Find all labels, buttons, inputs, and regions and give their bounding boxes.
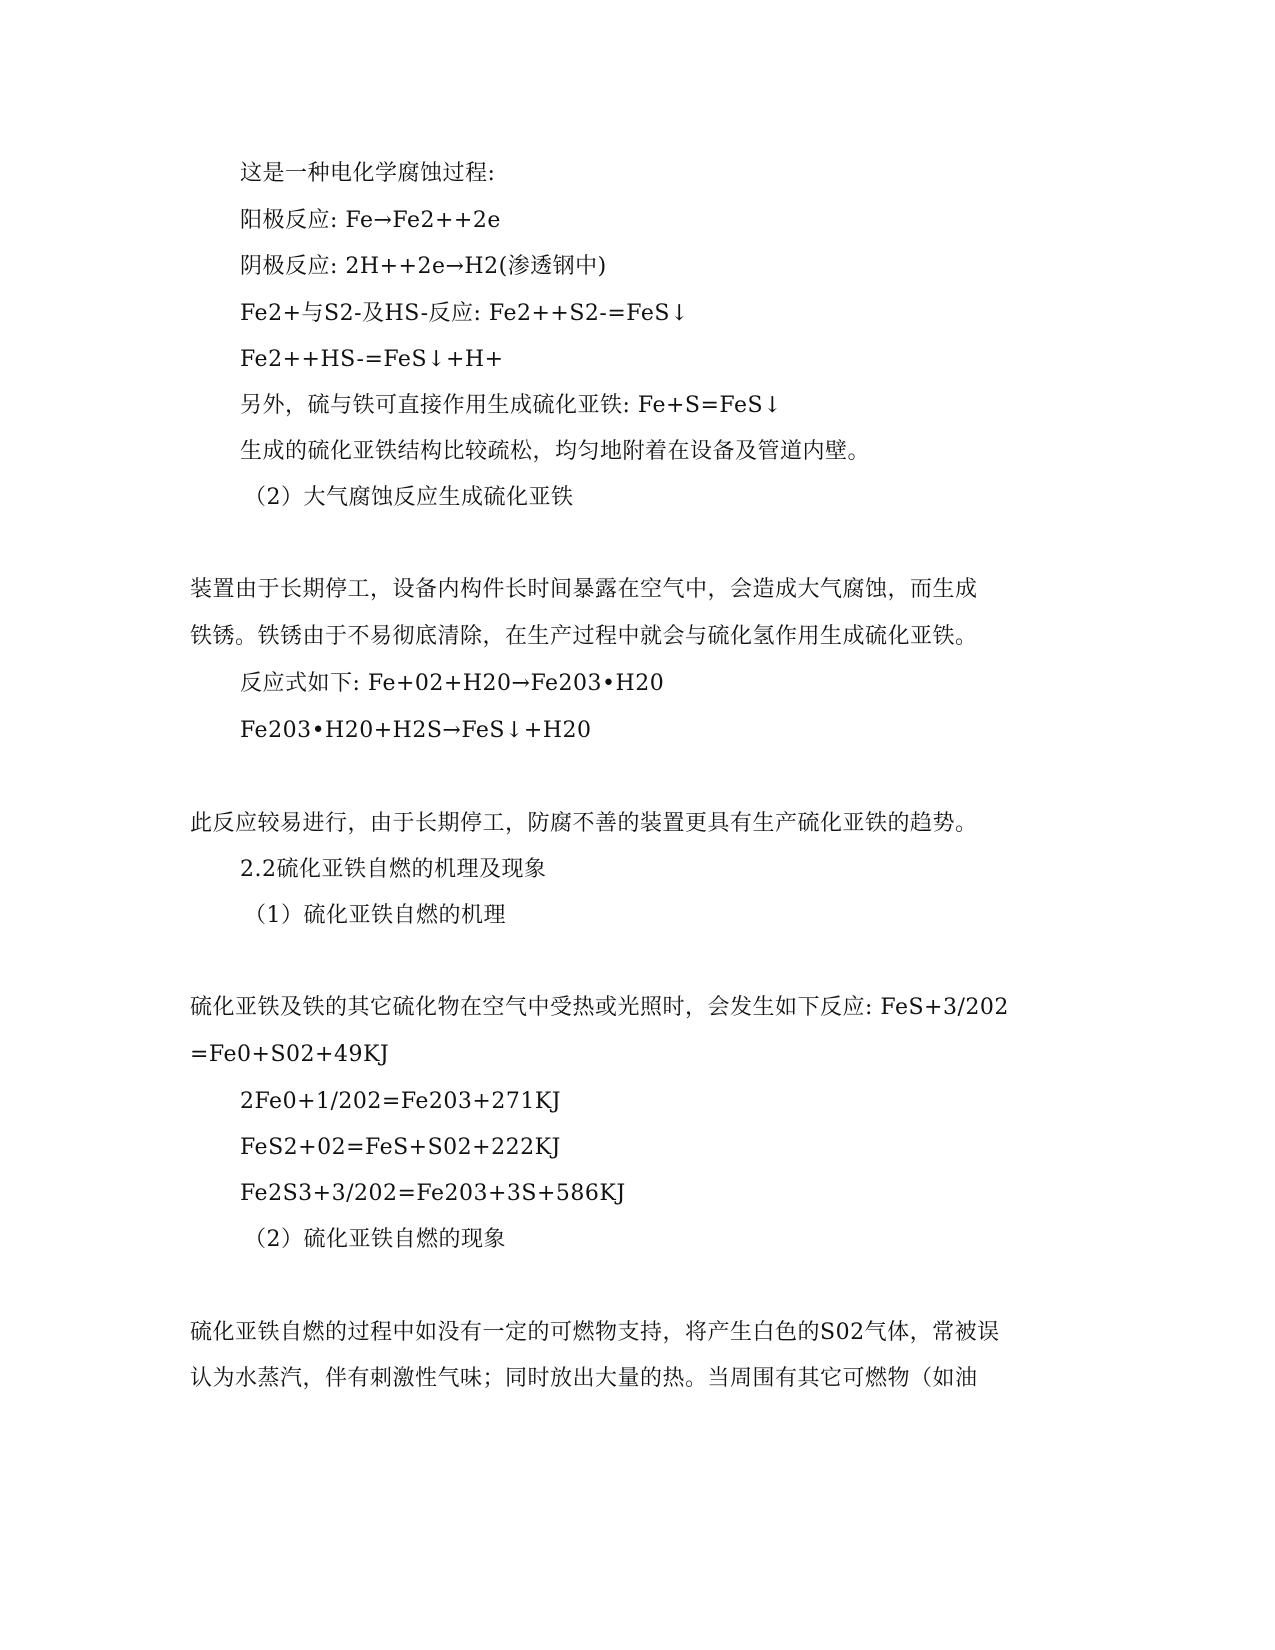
section-heading-2-2: 2.2硫化亚铁自燃的机理及现象 [240,857,547,882]
equation-rust-formation: 反应式如下: Fe+02+H20→Fe203•H20 [240,671,665,696]
paragraph-mechanism-line-1: 硫化亚铁及铁的其它硫化物在空气中受热或光照时，会发生如下反应: FeS+3/202 [190,995,1009,1020]
paragraph-reaction-tendency: 此反应较易进行，由于长期停工，防腐不善的装置更具有生产硫化亚铁的趋势。 [190,811,978,836]
equation-rust-h2s-reaction: Fe203•H20+H2S→FeS↓+H20 [240,718,592,743]
equation-fe-s-reaction: Fe2+与S2-及HS-反应: Fe2++S2-=FeS↓ [240,301,689,326]
paragraph-mechanism-line-2: =Fe0+S02+49KJ [190,1042,390,1067]
paragraph-phenomenon-line-2: 认为水蒸汽，伴有刺激性气味；同时放出大量的热。当周围有其它可燃物（如油 [190,1366,978,1391]
subsection-heading-mechanism: （1）硫化亚铁自燃的机理 [244,903,506,928]
equation-fe-hs-reaction: Fe2++HS-=FeS↓+H+ [240,347,504,372]
equation-fes2-oxidation: FeS2+02=FeS+S02+222KJ [240,1135,561,1160]
equation-anode-reaction: 阳极反应: Fe→Fe2++2e [240,208,501,233]
paragraph-structure: 生成的硫化亚铁结构比较疏松，均匀地附着在设备及管道内壁。 [240,439,871,464]
equation-feo-oxidation: 2Fe0+1/202=Fe203+271KJ [240,1089,562,1114]
paragraph-electrochemical-intro: 这是一种电化学腐蚀过程: [240,161,496,186]
paragraph-shutdown-line-2: 铁锈。铁锈由于不易彻底清除，在生产过程中就会与硫化氢作用生成硫化亚铁。 [190,624,978,649]
paragraph-direct-reaction: 另外，硫与铁可直接作用生成硫化亚铁: Fe+S=FeS↓ [240,393,783,418]
equation-fe2s3-oxidation: Fe2S3+3/202=Fe203+3S+586KJ [240,1181,626,1206]
section-heading-atmospheric-corrosion: （2）大气腐蚀反应生成硫化亚铁 [244,485,574,510]
subsection-heading-phenomenon: （2）硫化亚铁自燃的现象 [244,1227,506,1252]
paragraph-shutdown-line-1: 装置由于长期停工，设备内构件长时间暴露在空气中，会造成大气腐蚀，而生成 [190,577,978,602]
equation-cathode-reaction: 阴极反应: 2H++2e→H2(渗透钢中) [240,254,607,279]
paragraph-phenomenon-line-1: 硫化亚铁自燃的过程中如没有一定的可燃物支持，将产生白色的S02气体，常被误 [190,1320,1000,1345]
